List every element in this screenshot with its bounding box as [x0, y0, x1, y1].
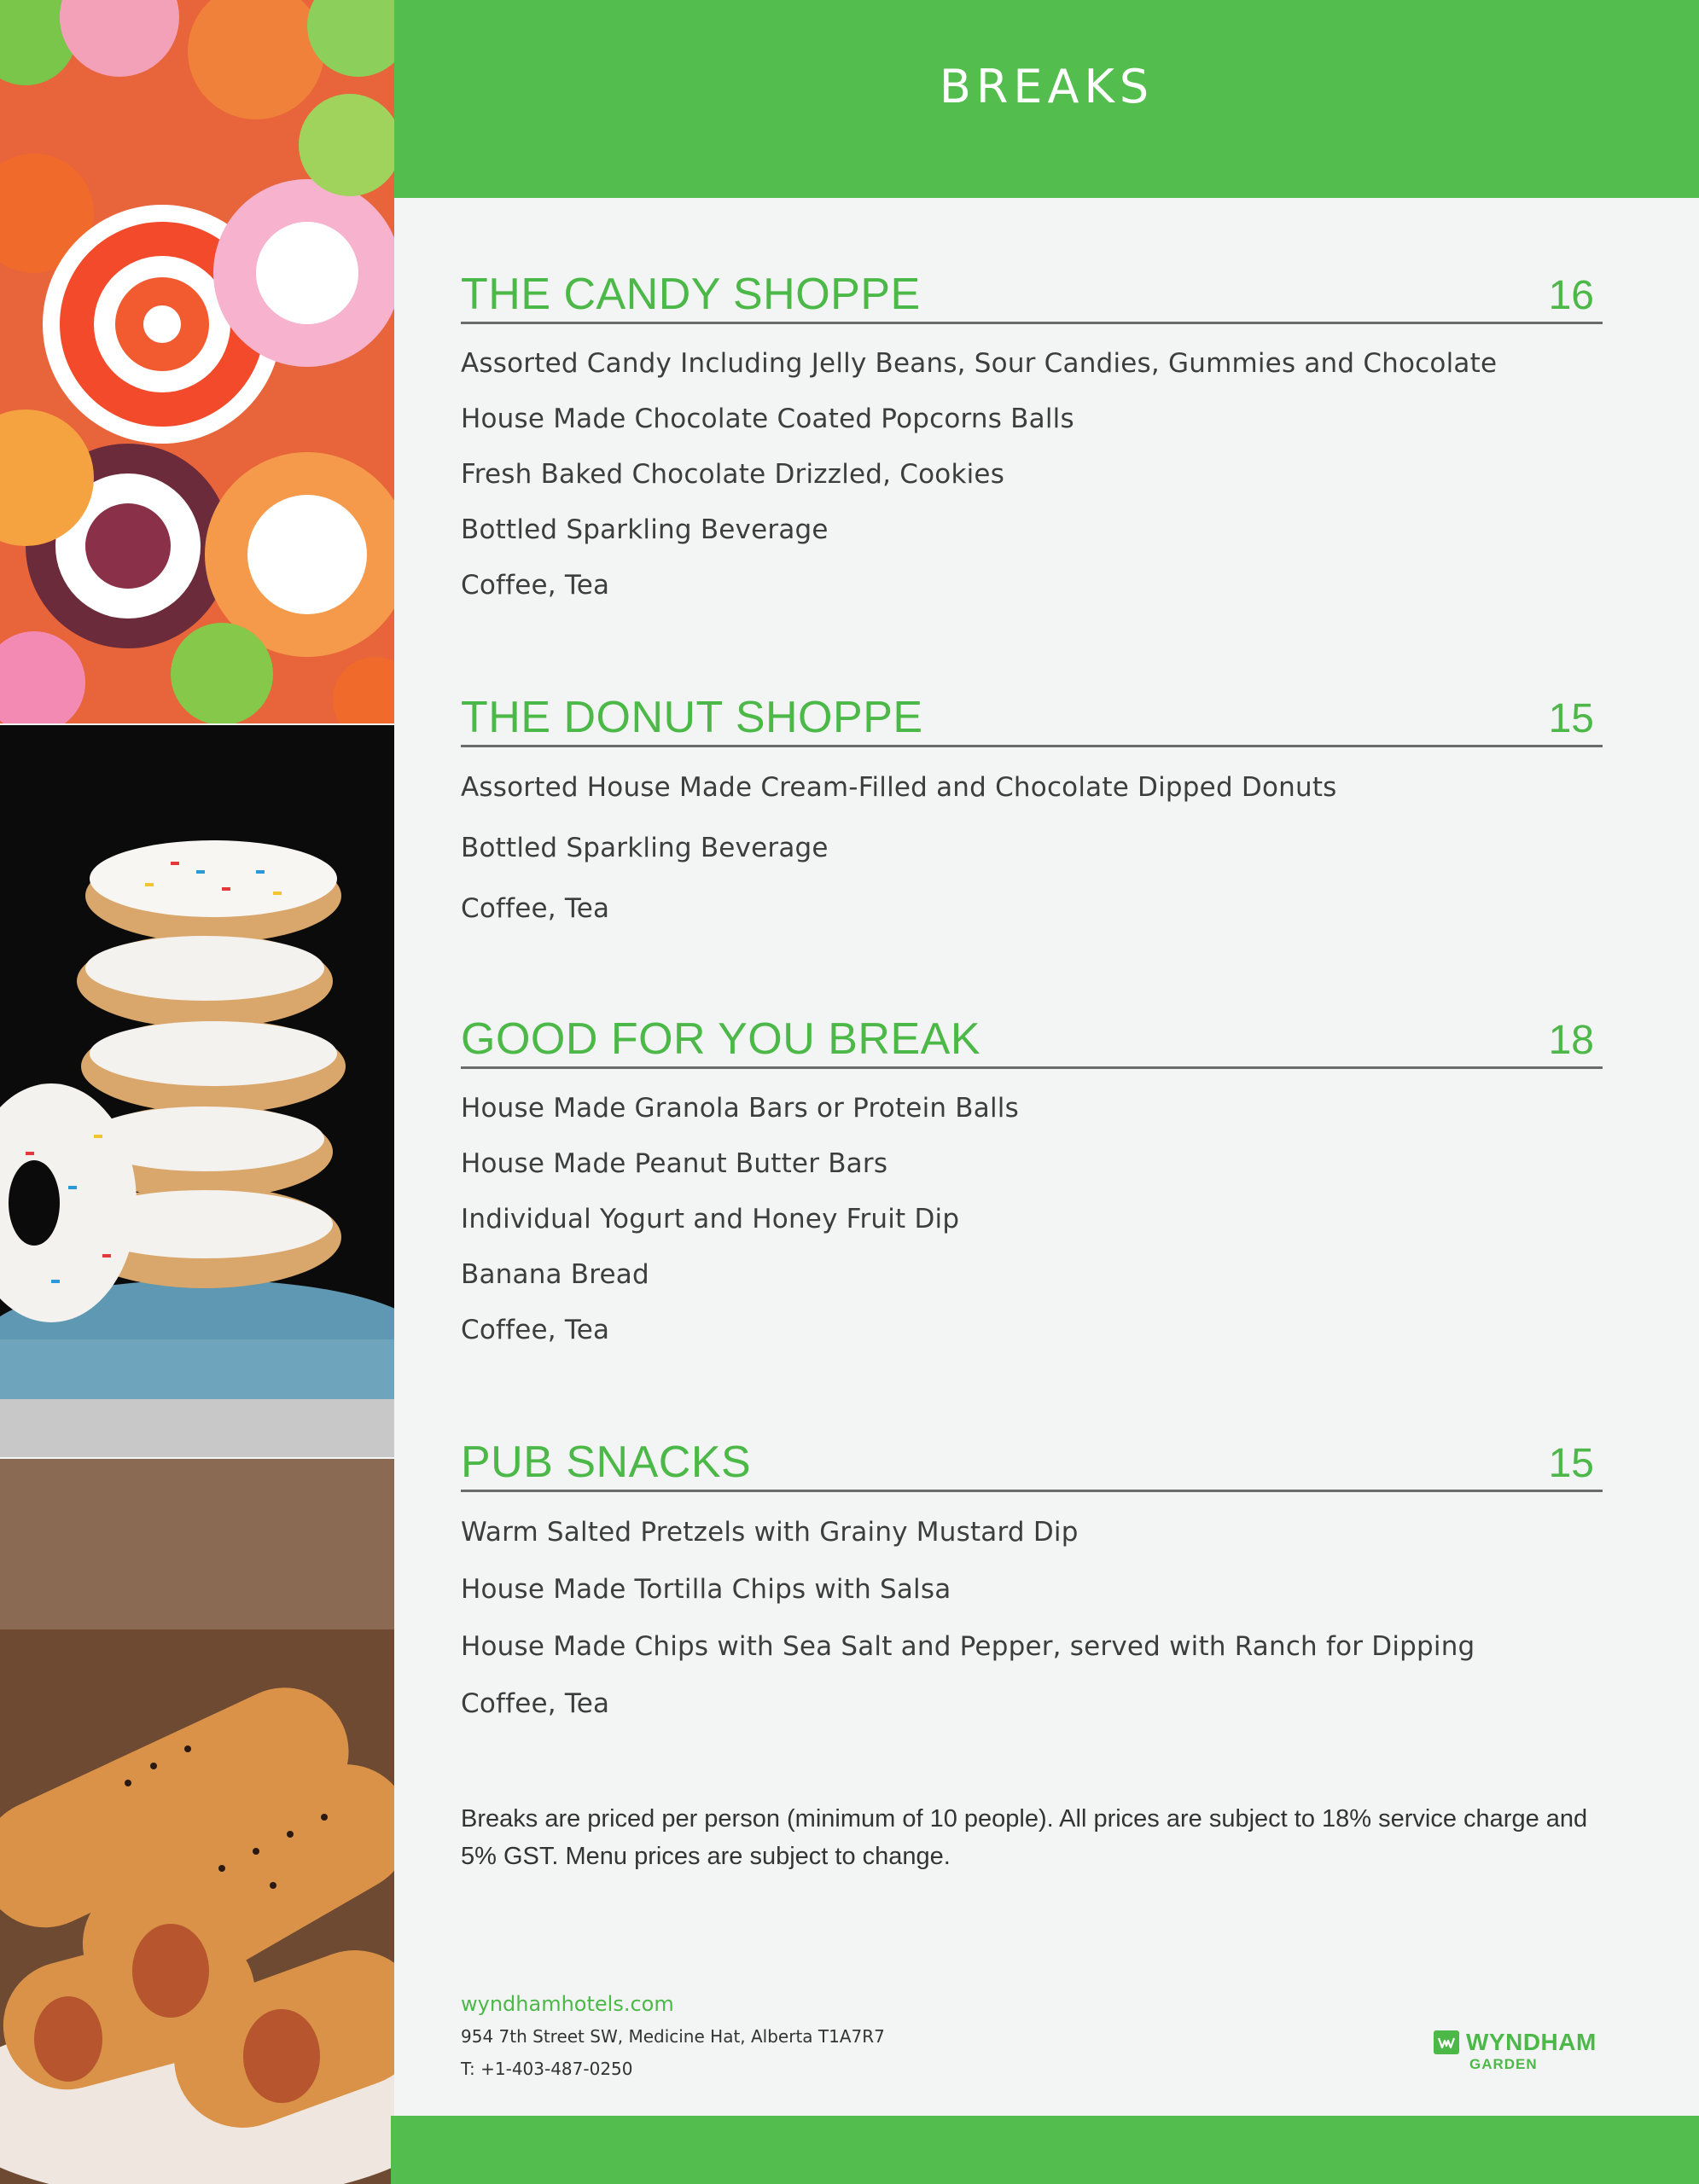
menu-section-good-for-you-break: [461, 1001, 1603, 1358]
menu-item: Coffee, Tea: [461, 570, 610, 601]
section-title: PUB SNACKS: [461, 1438, 752, 1487]
header-band: [394, 0, 1699, 198]
menu-item: Fresh Baked Chocolate Drizzled, Cookies: [461, 459, 1005, 490]
footer-contact: [461, 1988, 885, 2085]
menu-item: Coffee, Tea: [461, 893, 610, 924]
menu-item: House Made Peanut Butter Bars: [461, 1148, 888, 1179]
section-header: [461, 256, 1603, 324]
section-price: 18: [1548, 1018, 1594, 1063]
phone: T: +1-403-487-0250: [461, 2059, 633, 2079]
section-header: [461, 1001, 1603, 1069]
website-link[interactable]: wyndhamhotels.com: [461, 1992, 674, 2016]
pretzel-dogs-image: [0, 1459, 394, 2184]
section-title: THE DONUT SHOPPE: [461, 693, 923, 742]
wyndham-garden-logo: [1434, 2027, 1604, 2078]
section-title: THE CANDY SHOPPE: [461, 270, 921, 319]
item-list: [461, 758, 1603, 939]
section-price: 16: [1548, 273, 1594, 318]
menu-item: Warm Salted Pretzels with Grainy Mustard Dip: [461, 1517, 1079, 1548]
donuts-photo: [0, 725, 394, 1459]
menu-item: House Made Granola Bars or Protein Balls: [461, 1093, 1019, 1124]
logo-name: WYNDHAM: [1466, 2029, 1597, 2055]
address: 954 7th Street SW, Medicine Hat, Alberta T1A7R7: [461, 2026, 885, 2047]
section-title: GOOD FOR YOU BREAK: [461, 1014, 981, 1064]
section-price: 15: [1548, 1441, 1594, 1486]
menu-item: House Made Tortilla Chips with Salsa: [461, 1574, 951, 1605]
menu-item: Coffee, Tea: [461, 1688, 610, 1719]
item-list: [461, 336, 1603, 613]
menu-item: Bottled Sparkling Beverage: [461, 833, 829, 863]
menu-section-donut-shoppe: [461, 679, 1603, 939]
pretzel-dogs-photo: [0, 1459, 394, 2184]
logo-mark-icon: [1434, 2030, 1459, 2054]
menu-item: Coffee, Tea: [461, 1315, 610, 1345]
menu-item: Assorted Candy Including Jelly Beans, Sour Candies, Gummies and Chocolate: [461, 348, 1498, 379]
section-header: [461, 1424, 1603, 1492]
logo-sub: GARDEN: [1469, 2056, 1538, 2072]
menu-section-pub-snacks: [461, 1424, 1603, 1733]
footer-band: [391, 2116, 1699, 2184]
menu-section-candy-shoppe: [461, 256, 1603, 613]
candy-photo: [0, 0, 394, 725]
page-title: BREAKS: [939, 59, 1155, 113]
menu-item: House Made Chips with Sea Salt and Pepper, served with Ranch for Dipping: [461, 1631, 1475, 1662]
menu-item: Assorted House Made Cream-Filled and Chocolate Dipped Donuts: [461, 772, 1337, 803]
menu-item: House Made Chocolate Coated Popcorns Balls: [461, 404, 1074, 434]
candy-image: [0, 0, 394, 725]
section-price: 15: [1548, 696, 1594, 741]
menu-item: Banana Bread: [461, 1259, 649, 1290]
item-list: [461, 1504, 1603, 1733]
item-list: [461, 1081, 1603, 1358]
menu-item: Bottled Sparkling Beverage: [461, 514, 829, 545]
donuts-image: [0, 725, 394, 1459]
pricing-note: Breaks are priced per person (minimum of 10 people). All prices are subject to 18% service charge and 5% GST. Menu prices are subject to change.: [461, 1805, 1588, 1870]
section-header: [461, 679, 1603, 747]
menu-item: Individual Yogurt and Honey Fruit Dip: [461, 1204, 960, 1234]
